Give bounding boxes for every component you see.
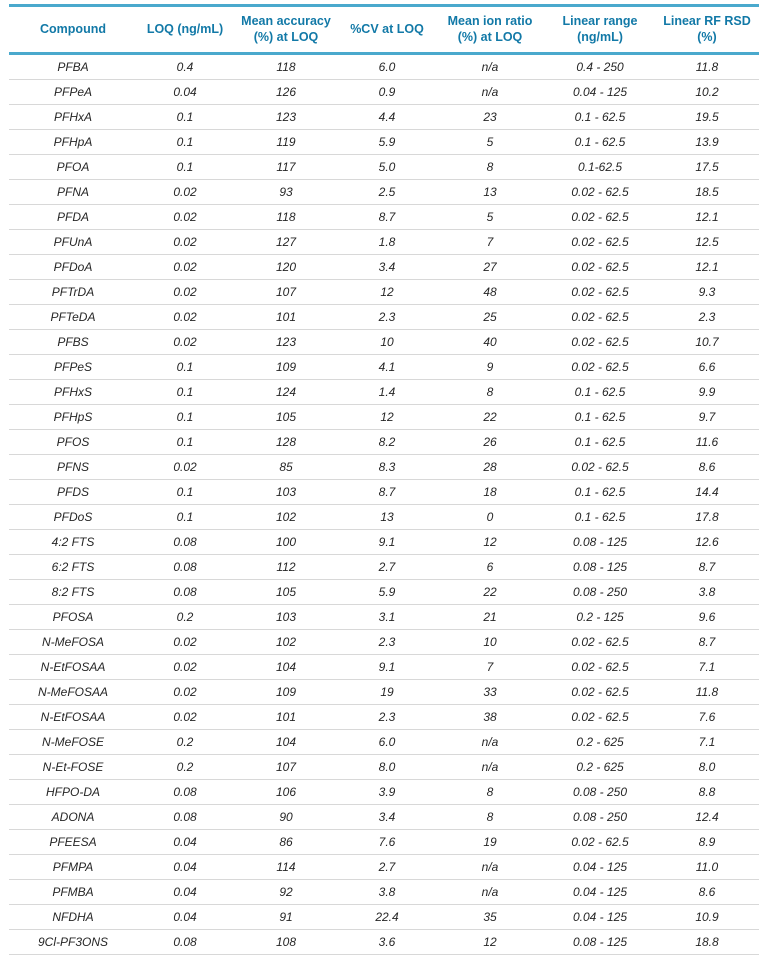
cell: 2.7 (339, 855, 435, 880)
cell: PFHxS (9, 380, 137, 405)
cell: 126 (233, 80, 339, 105)
cell: 0.1 - 62.5 (545, 130, 655, 155)
cell: 18.8 (655, 930, 759, 955)
cell: 9.6 (655, 605, 759, 630)
cell: 0.02 (137, 205, 233, 230)
cell: 17.8 (655, 505, 759, 530)
cell: 107 (233, 280, 339, 305)
cell: 8.6 (655, 455, 759, 480)
cell: PFHpA (9, 130, 137, 155)
cell: 28 (435, 455, 545, 480)
cell: PFOS (9, 430, 137, 455)
cell: PFDS (9, 480, 137, 505)
table-row (9, 805, 759, 830)
cell: 104 (233, 730, 339, 755)
table-row (9, 255, 759, 280)
cell: 124 (233, 380, 339, 405)
cell: N-Et-FOSE (9, 755, 137, 780)
table-row (9, 905, 759, 930)
cell: 0.02 - 62.5 (545, 330, 655, 355)
table-row (9, 380, 759, 405)
cell: 0.1 - 62.5 (545, 430, 655, 455)
cell: 10.2 (655, 80, 759, 105)
cell: 0.1 - 62.5 (545, 105, 655, 130)
cell: 0.02 - 62.5 (545, 655, 655, 680)
cell: 105 (233, 580, 339, 605)
cell: 0.1 (137, 105, 233, 130)
cell: 0.02 (137, 630, 233, 655)
cell: 0.1 (137, 405, 233, 430)
cell: 12.6 (655, 530, 759, 555)
cell: 7.6 (655, 705, 759, 730)
cell: PFTrDA (9, 280, 137, 305)
cell: 38 (435, 705, 545, 730)
cell: 3.9 (339, 780, 435, 805)
cell: 19.5 (655, 105, 759, 130)
cell: 118 (233, 205, 339, 230)
cell: n/a (435, 54, 545, 80)
column-header-compound: Compound (40, 21, 106, 36)
cell: n/a (435, 755, 545, 780)
cell: 17.5 (655, 155, 759, 180)
cell: 0.1 (137, 480, 233, 505)
cell: 3.1 (339, 605, 435, 630)
cell: 8.7 (655, 630, 759, 655)
cell: 5.9 (339, 130, 435, 155)
cell: 25 (435, 305, 545, 330)
cell: 27 (435, 255, 545, 280)
column-header-ion-ratio: Mean ion ratio (%) at LOQ (447, 14, 533, 44)
table-row (9, 330, 759, 355)
table-row (9, 430, 759, 455)
cell: 8.9 (655, 830, 759, 855)
cell: 127 (233, 230, 339, 255)
cell: 0.1 - 62.5 (545, 505, 655, 530)
cell: 0.08 - 125 (545, 530, 655, 555)
cell: 12.1 (655, 255, 759, 280)
cell: 0.08 (137, 930, 233, 955)
cell: 0.08 (137, 580, 233, 605)
cell: 106 (233, 780, 339, 805)
cell: 0.2 (137, 730, 233, 755)
cell: 7 (435, 230, 545, 255)
cell: 0.02 (137, 280, 233, 305)
cell: 12 (435, 530, 545, 555)
table-row (9, 130, 759, 155)
cell: 0.1-62.5 (545, 155, 655, 180)
cell: 3.6 (339, 930, 435, 955)
cell: 2.3 (655, 305, 759, 330)
cell: N-MeFOSE (9, 730, 137, 755)
cell: 2.3 (339, 630, 435, 655)
cell: PFDA (9, 205, 137, 230)
cell: 0.08 - 250 (545, 780, 655, 805)
cell: 112 (233, 555, 339, 580)
cell: 13 (339, 505, 435, 530)
table-row (9, 780, 759, 805)
cell: 0.1 (137, 355, 233, 380)
cell: 26 (435, 430, 545, 455)
cell: n/a (435, 730, 545, 755)
cell: 22 (435, 580, 545, 605)
table-body (9, 54, 759, 955)
header-row (9, 6, 759, 54)
cell: 0.04 - 125 (545, 855, 655, 880)
cell: 0.04 - 125 (545, 905, 655, 930)
cell: 0.08 - 125 (545, 930, 655, 955)
cell: 0.02 (137, 705, 233, 730)
column-header-cv: %CV at LOQ (350, 21, 424, 36)
table-row (9, 355, 759, 380)
table-row (9, 105, 759, 130)
table-row (9, 530, 759, 555)
cell: 2.7 (339, 555, 435, 580)
cell: 0.9 (339, 80, 435, 105)
cell: PFOSA (9, 605, 137, 630)
cell: 0.1 - 62.5 (545, 380, 655, 405)
cell: PFTeDA (9, 305, 137, 330)
cell: 117 (233, 155, 339, 180)
table-row (9, 880, 759, 905)
cell: 9Cl-PF3ONS (9, 930, 137, 955)
cell: 9.7 (655, 405, 759, 430)
cell: 4:2 FTS (9, 530, 137, 555)
cell: 0.02 (137, 455, 233, 480)
cell: 101 (233, 305, 339, 330)
cell: 0.2 (137, 755, 233, 780)
cell: 8.0 (339, 755, 435, 780)
cell: 13 (435, 180, 545, 205)
cell: n/a (435, 80, 545, 105)
cell: 0.08 (137, 555, 233, 580)
cell: 0.02 - 62.5 (545, 630, 655, 655)
cell: 1.4 (339, 380, 435, 405)
cell: 12 (435, 930, 545, 955)
cell: 3.8 (339, 880, 435, 905)
cell: PFEESA (9, 830, 137, 855)
cell: PFMBA (9, 880, 137, 905)
table-row (9, 155, 759, 180)
table-row (9, 54, 759, 80)
cell: 0.1 (137, 430, 233, 455)
cell: 0.08 - 250 (545, 580, 655, 605)
cell: 107 (233, 755, 339, 780)
cell: 90 (233, 805, 339, 830)
cell: 108 (233, 930, 339, 955)
cell: 3.4 (339, 805, 435, 830)
cell: 0 (435, 505, 545, 530)
cell: 8.7 (339, 480, 435, 505)
table-row (9, 680, 759, 705)
cell: 10 (435, 630, 545, 655)
cell: 8 (435, 780, 545, 805)
table-row (9, 630, 759, 655)
cell: n/a (435, 855, 545, 880)
cell: PFMPA (9, 855, 137, 880)
table-row (9, 755, 759, 780)
cell: 9.1 (339, 530, 435, 555)
cell: 0.04 - 125 (545, 80, 655, 105)
cell: PFHpS (9, 405, 137, 430)
cell: 0.4 (137, 54, 233, 80)
cell: 12.5 (655, 230, 759, 255)
cell: 104 (233, 655, 339, 680)
cell: 2.3 (339, 705, 435, 730)
table-row (9, 480, 759, 505)
cell: 0.1 - 62.5 (545, 405, 655, 430)
table-row (9, 305, 759, 330)
cell: PFBS (9, 330, 137, 355)
cell: 0.04 - 125 (545, 880, 655, 905)
cell: 10 (339, 330, 435, 355)
cell: 12 (339, 405, 435, 430)
cell: 0.1 (137, 155, 233, 180)
cell: 18.5 (655, 180, 759, 205)
cell: 8.7 (655, 555, 759, 580)
cell: 9.1 (339, 655, 435, 680)
cell: 0.1 (137, 130, 233, 155)
table-row (9, 230, 759, 255)
cell: 0.08 (137, 530, 233, 555)
cell: 0.02 - 62.5 (545, 280, 655, 305)
cell: 6.0 (339, 730, 435, 755)
cell: 7.6 (339, 830, 435, 855)
cell: 8:2 FTS (9, 580, 137, 605)
column-header-rf-rsd: Linear RF RSD (%) (663, 14, 751, 44)
cell: 10.9 (655, 905, 759, 930)
table-row (9, 80, 759, 105)
cell: 9.9 (655, 380, 759, 405)
table-header (9, 6, 759, 54)
cell: PFPeA (9, 80, 137, 105)
cell: 0.04 (137, 855, 233, 880)
cell: 0.02 (137, 180, 233, 205)
table-row (9, 855, 759, 880)
cell: N-EtFOSAA (9, 655, 137, 680)
cell: 105 (233, 405, 339, 430)
cell: 0.1 (137, 380, 233, 405)
cell: PFNS (9, 455, 137, 480)
cell: 0.02 - 62.5 (545, 455, 655, 480)
cell: 109 (233, 355, 339, 380)
cell: 5 (435, 205, 545, 230)
cell: 0.02 (137, 330, 233, 355)
cell: 23 (435, 105, 545, 130)
cell: 102 (233, 505, 339, 530)
table-row (9, 280, 759, 305)
cell: 0.4 - 250 (545, 54, 655, 80)
cell: 0.02 - 62.5 (545, 680, 655, 705)
table-row (9, 505, 759, 530)
cell: 6.6 (655, 355, 759, 380)
cell: 11.6 (655, 430, 759, 455)
cell: 120 (233, 255, 339, 280)
cell: 4.1 (339, 355, 435, 380)
cell: 0.02 - 62.5 (545, 705, 655, 730)
cell: 6.0 (339, 54, 435, 80)
cell: 0.02 - 62.5 (545, 205, 655, 230)
cell: 0.02 - 62.5 (545, 355, 655, 380)
cell: 0.2 - 125 (545, 605, 655, 630)
cell: 93 (233, 180, 339, 205)
table-row (9, 180, 759, 205)
cell: 0.02 - 62.5 (545, 180, 655, 205)
table-row (9, 205, 759, 230)
cell: PFDoS (9, 505, 137, 530)
cell: 0.08 (137, 805, 233, 830)
table-row (9, 455, 759, 480)
cell: 0.2 (137, 605, 233, 630)
cell: 0.04 (137, 80, 233, 105)
cell: ADONA (9, 805, 137, 830)
cell: NFDHA (9, 905, 137, 930)
compound-results-table (9, 4, 759, 955)
cell: 19 (339, 680, 435, 705)
cell: 0.08 - 125 (545, 555, 655, 580)
table-row (9, 580, 759, 605)
cell: 91 (233, 905, 339, 930)
table-row (9, 405, 759, 430)
cell: 2.5 (339, 180, 435, 205)
cell: 8.3 (339, 455, 435, 480)
cell: 100 (233, 530, 339, 555)
cell: 0.04 (137, 880, 233, 905)
table-row (9, 655, 759, 680)
cell: 92 (233, 880, 339, 905)
cell: 3.8 (655, 580, 759, 605)
cell: 6:2 FTS (9, 555, 137, 580)
cell: 123 (233, 330, 339, 355)
cell: 8.7 (339, 205, 435, 230)
cell: N-EtFOSAA (9, 705, 137, 730)
cell: 102 (233, 630, 339, 655)
cell: PFUnA (9, 230, 137, 255)
cell: HFPO-DA (9, 780, 137, 805)
cell: 0.2 - 625 (545, 730, 655, 755)
cell: 103 (233, 605, 339, 630)
cell: 22.4 (339, 905, 435, 930)
cell: 40 (435, 330, 545, 355)
cell: 22 (435, 405, 545, 430)
cell: 8.0 (655, 755, 759, 780)
cell: 7 (435, 655, 545, 680)
cell: 2.3 (339, 305, 435, 330)
cell: 12.4 (655, 805, 759, 830)
cell: 5.9 (339, 580, 435, 605)
cell: 18 (435, 480, 545, 505)
column-header-mean-accuracy: Mean accuracy (%) at LOQ (241, 14, 331, 44)
cell: 12 (339, 280, 435, 305)
cell: 3.4 (339, 255, 435, 280)
cell: 0.02 - 62.5 (545, 830, 655, 855)
cell: 0.02 (137, 655, 233, 680)
cell: 8.6 (655, 880, 759, 905)
cell: N-MeFOSAA (9, 680, 137, 705)
cell: PFBA (9, 54, 137, 80)
table-row (9, 730, 759, 755)
cell: 8 (435, 155, 545, 180)
cell: 11.0 (655, 855, 759, 880)
cell: PFNA (9, 180, 137, 205)
cell: 6 (435, 555, 545, 580)
cell: 0.02 - 62.5 (545, 255, 655, 280)
cell: PFDoA (9, 255, 137, 280)
cell: 19 (435, 830, 545, 855)
cell: 9.3 (655, 280, 759, 305)
table-row (9, 605, 759, 630)
cell: 118 (233, 54, 339, 80)
cell: PFPeS (9, 355, 137, 380)
cell: 0.02 (137, 230, 233, 255)
cell: 123 (233, 105, 339, 130)
cell: 0.04 (137, 905, 233, 930)
cell: 0.04 (137, 830, 233, 855)
cell: 21 (435, 605, 545, 630)
cell: 12.1 (655, 205, 759, 230)
cell: 128 (233, 430, 339, 455)
cell: 5.0 (339, 155, 435, 180)
table-row (9, 930, 759, 955)
table-row (9, 830, 759, 855)
cell: 0.02 (137, 680, 233, 705)
cell: 4.4 (339, 105, 435, 130)
cell: 0.02 (137, 255, 233, 280)
cell: N-MeFOSA (9, 630, 137, 655)
cell: 1.8 (339, 230, 435, 255)
cell: 7.1 (655, 655, 759, 680)
cell: 0.1 - 62.5 (545, 480, 655, 505)
cell: 14.4 (655, 480, 759, 505)
cell: 119 (233, 130, 339, 155)
cell: 10.7 (655, 330, 759, 355)
table-row (9, 555, 759, 580)
cell: 35 (435, 905, 545, 930)
cell: 85 (233, 455, 339, 480)
cell: 11.8 (655, 54, 759, 80)
cell: 0.2 - 625 (545, 755, 655, 780)
cell: 13.9 (655, 130, 759, 155)
cell: 8.8 (655, 780, 759, 805)
cell: 114 (233, 855, 339, 880)
cell: PFHxA (9, 105, 137, 130)
cell: 48 (435, 280, 545, 305)
cell: 103 (233, 480, 339, 505)
cell: 8 (435, 805, 545, 830)
column-header-loq: LOQ (ng/mL) (146, 21, 224, 36)
cell: 0.1 (137, 505, 233, 530)
cell: 0.02 - 62.5 (545, 305, 655, 330)
cell: 11.8 (655, 680, 759, 705)
cell: 9 (435, 355, 545, 380)
cell: PFOA (9, 155, 137, 180)
cell: 101 (233, 705, 339, 730)
cell: 8 (435, 380, 545, 405)
table-row (9, 705, 759, 730)
column-header-linear-range: Linear range (ng/mL) (562, 14, 638, 44)
cell: 86 (233, 830, 339, 855)
cell: 8.2 (339, 430, 435, 455)
cell: 5 (435, 130, 545, 155)
cell: 0.08 - 250 (545, 805, 655, 830)
cell: n/a (435, 880, 545, 905)
cell: 7.1 (655, 730, 759, 755)
cell: 109 (233, 680, 339, 705)
cell: 0.02 (137, 305, 233, 330)
cell: 0.08 (137, 780, 233, 805)
cell: 33 (435, 680, 545, 705)
cell: 0.02 - 62.5 (545, 230, 655, 255)
